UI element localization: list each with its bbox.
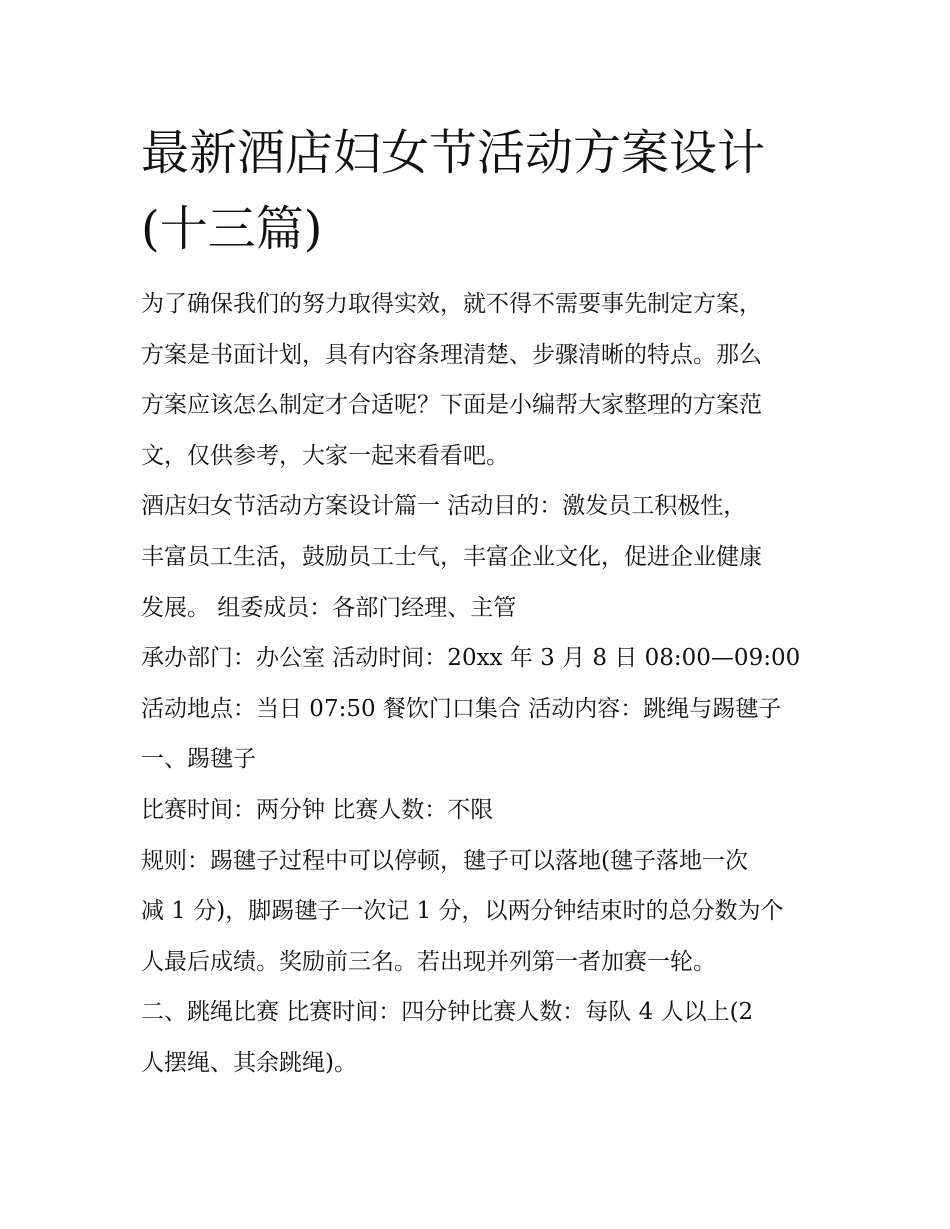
paragraph-line: 为了确保我们的努力取得实效，就不得不需要事先制定方案， xyxy=(141,291,762,317)
paragraph-line: 方案是书面计划，具有内容条理清楚、步骤清晰的特点。那么 xyxy=(141,341,762,368)
paragraph-line: 发展。 组委成员：各部门经理、主管 xyxy=(141,594,517,621)
title-line-1: 最新酒店妇女节活动方案设计 xyxy=(141,125,766,181)
document-body xyxy=(141,279,821,1089)
paragraph-line: 二、跳绳比赛 比赛时间：四分钟比赛人数：每队 4 人以上(2 xyxy=(141,999,754,1026)
paragraph-line: 人最后成绩。奖励前三名。若出现并列第一者加赛一轮。 xyxy=(141,948,716,975)
paragraph-line: 活动地点：当日 07:50 餐饮门口集合 活动内容：跳绳与踢毽子 xyxy=(141,695,782,722)
title-line-2: (十三篇) xyxy=(141,201,323,257)
paragraph-line: 人摆绳、其余跳绳)。 xyxy=(141,1049,357,1076)
section-heading: 一、踢毽子 xyxy=(141,746,256,773)
document-title xyxy=(141,115,821,267)
paragraph-line: 酒店妇女节活动方案设计篇一 活动目的：激发员工积极性， xyxy=(141,493,747,520)
paragraph-line: 比赛时间：两分钟 比赛人数：不限 xyxy=(141,796,494,823)
paragraph-line: 丰富员工生活，鼓励员工士气，丰富企业文化，促进企业健康 xyxy=(141,543,762,570)
paragraph-line: 文，仅供参考，大家一起来看看吧。 xyxy=(141,442,509,469)
paragraph-line: 承办部门：办公室 活动时间：20xx 年 3 月 8 日 08:00—09:00 xyxy=(141,645,801,672)
paragraph-line: 减 1 分)，脚踢毽子一次记 1 分，以两分钟结束时的总分数为个 xyxy=(141,898,784,925)
paragraph-line: 方案应该怎么制定才合适呢？下面是小编帮大家整理的方案范 xyxy=(141,392,762,419)
paragraph-line: 规则：踢毽子过程中可以停顿，毽子可以落地(毽子落地一次 xyxy=(141,847,748,874)
